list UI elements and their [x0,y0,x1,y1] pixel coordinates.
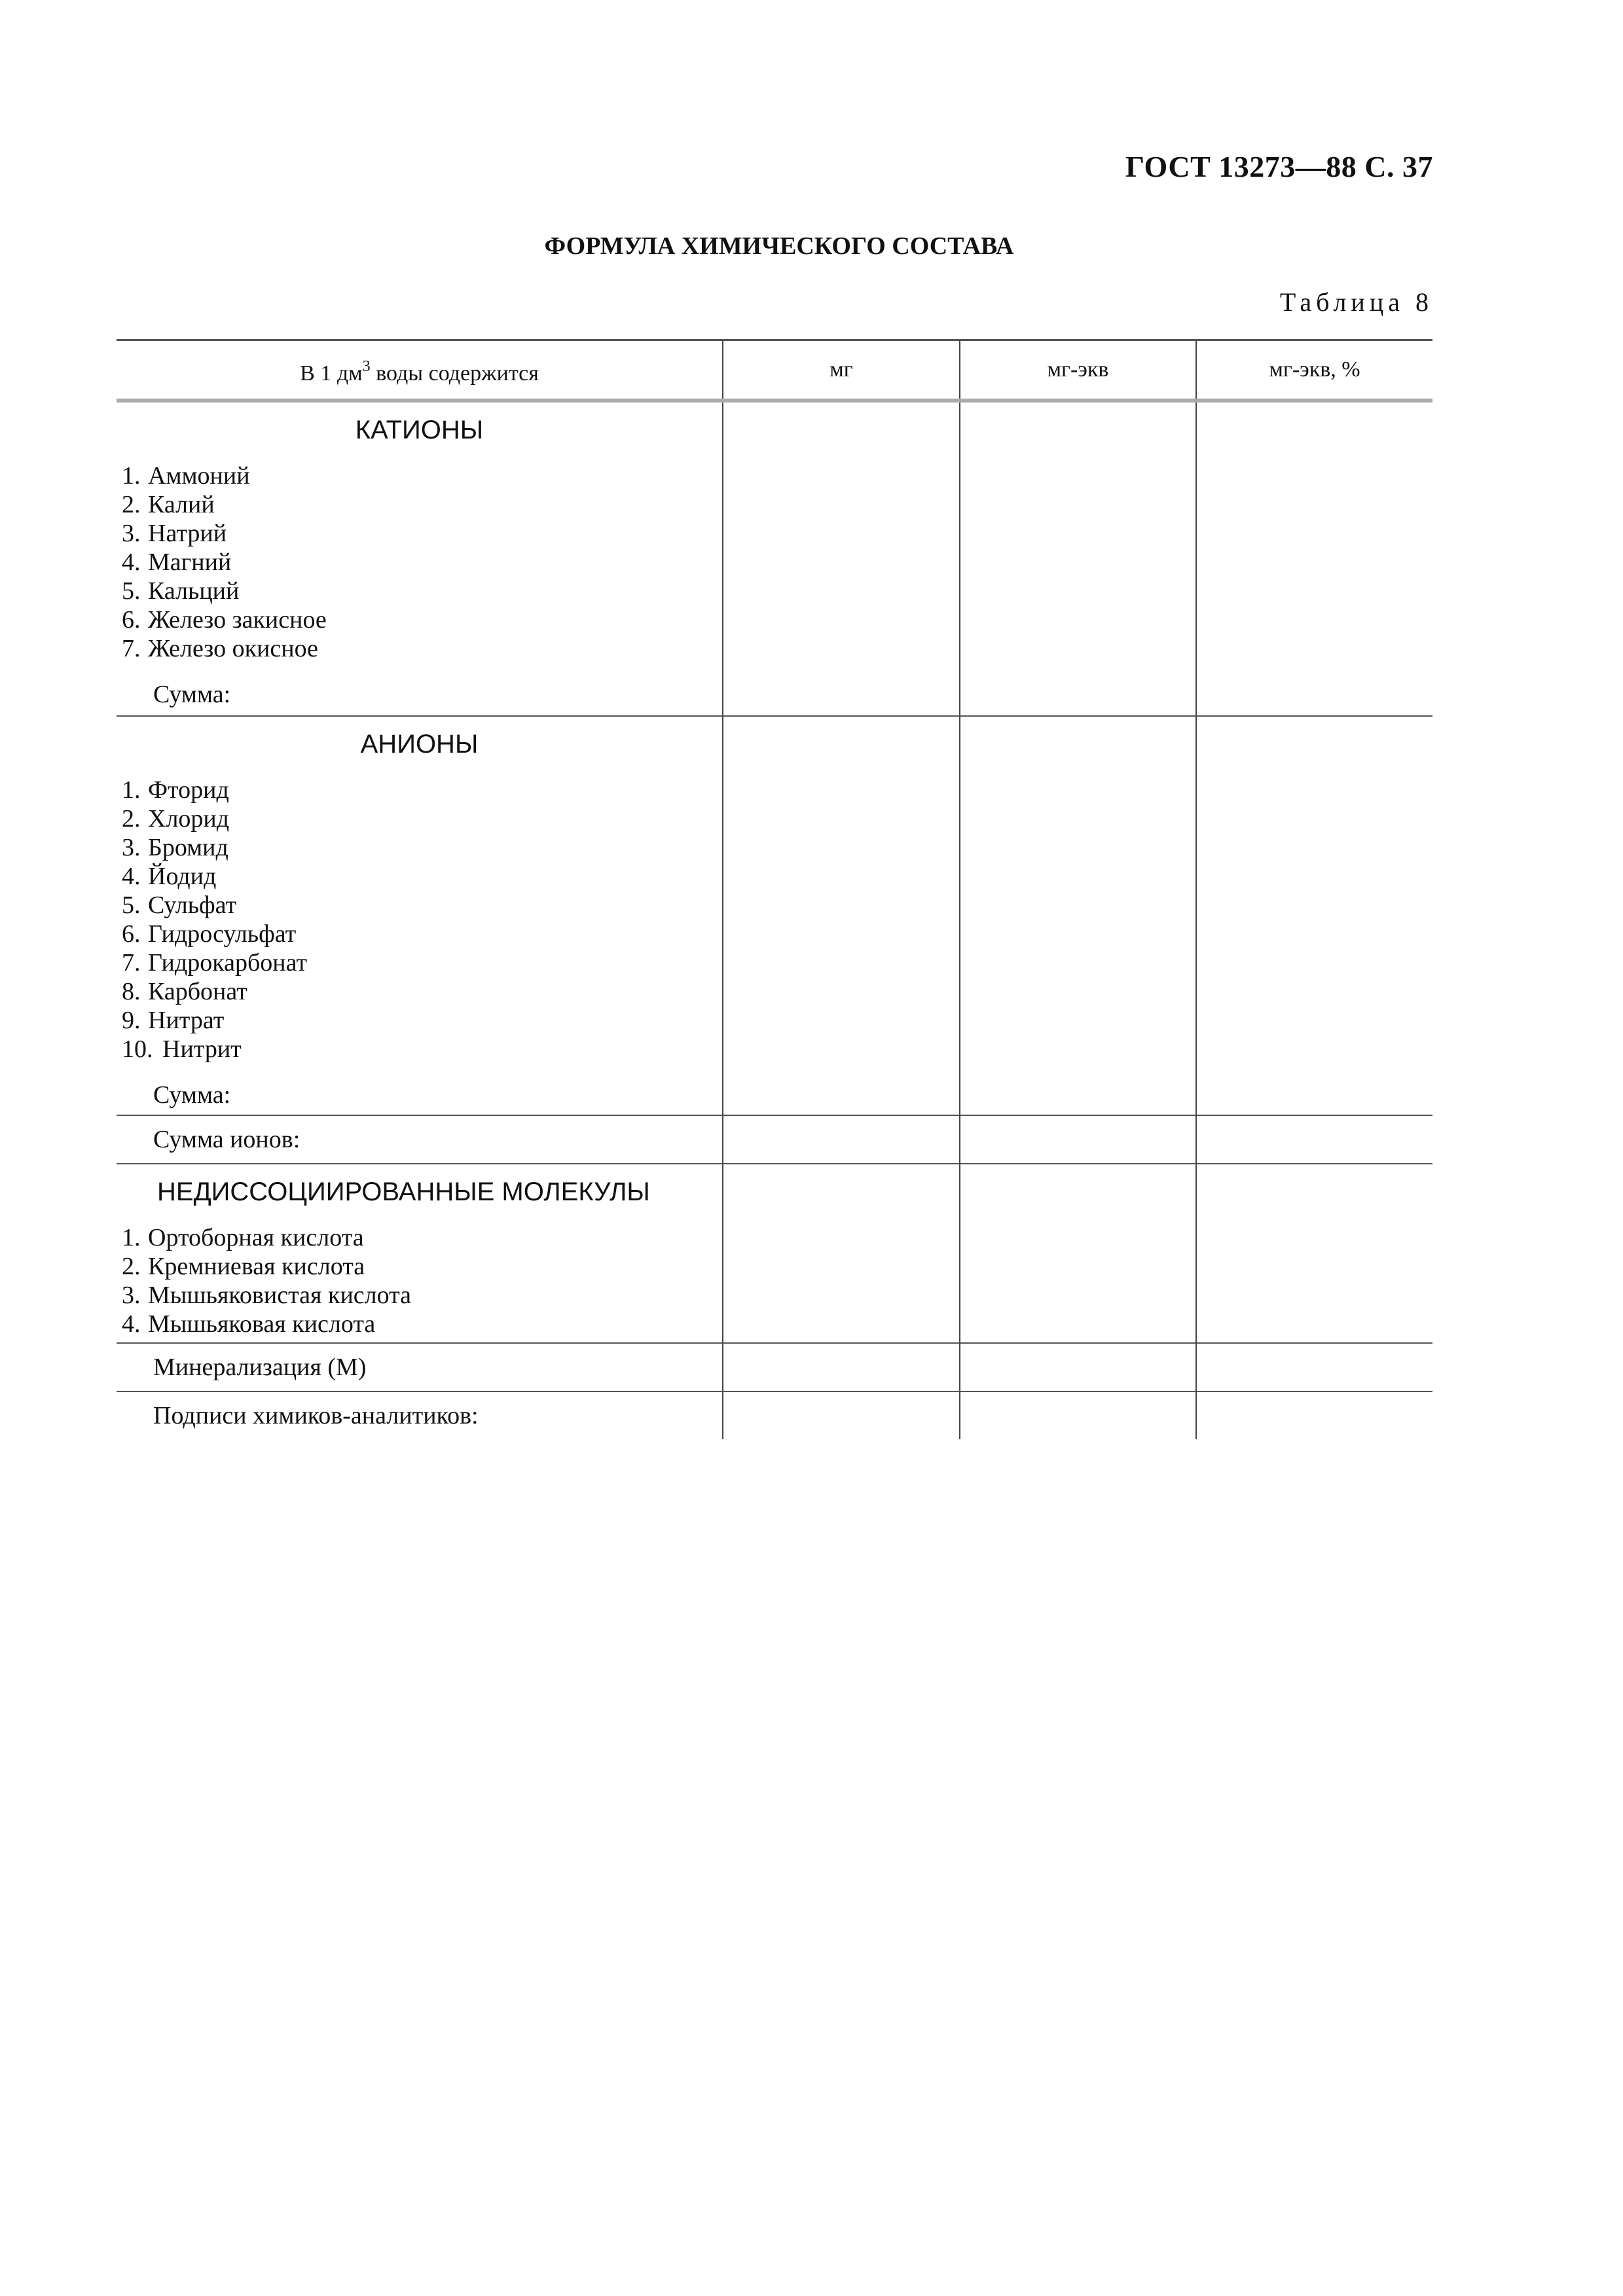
item-number: 3. [122,1282,141,1309]
molecules-cell [117,1164,723,1343]
list-item [122,920,722,948]
superscript-3: 3 [362,357,371,375]
list-item [122,1006,722,1035]
list-item [122,1310,722,1338]
cations-cell [117,401,723,716]
item-number: 6. [122,606,141,634]
item-name: Кремниевая кислота [148,1253,365,1280]
column-header-content: В 1 $дм^3$ воды содержится [300,357,539,386]
anions-list [117,776,722,1064]
signatures-mg-eq-percent-cell [1196,1391,1432,1439]
molecules-mg-eq-cell [960,1164,1196,1343]
table-caption: Таблица 8 [1279,287,1433,317]
item-number: 1. [122,776,141,804]
cations-mg-eq-percent-cell [1196,401,1432,716]
list-item [122,804,722,833]
cations-sum-label: Сумма: [153,681,231,708]
column-header-mg-eq-percent: мг-экв, % [1196,340,1432,401]
item-number: 2. [122,1253,141,1280]
item-number: 6. [122,920,141,948]
item-name: Магний [148,548,232,576]
item-number: 5. [122,891,141,919]
item-name: Сульфат [148,891,237,919]
ion-sum-mg-eq-cell [960,1115,1196,1164]
item-number: 3. [122,834,141,861]
item-name: Нитрит [162,1035,242,1063]
ion-sum-mg-eq-percent-cell [1196,1115,1432,1164]
list-item [122,461,722,490]
page-reference: ГОСТ 13273—88 С. 37 [1125,150,1433,183]
anions-mg-eq-cell [960,716,1196,1115]
item-name: Нитрат [148,1007,225,1034]
list-item [122,548,722,577]
table-row-molecules [117,1164,1432,1343]
cations-list [117,461,722,663]
item-number: 7. [122,635,141,662]
molecules-mg-cell [723,1164,960,1343]
item-number: 10. [122,1035,153,1063]
list-item [122,490,722,519]
item-name: Железо закисное [148,606,327,634]
list-item [122,977,722,1006]
list-item [122,1281,722,1310]
list-item [122,634,722,663]
item-name: Йодид [148,863,217,890]
item-number: 2. [122,491,141,518]
table-row-mineralization [117,1343,1432,1391]
cations-mg-eq-cell [960,401,1196,716]
molecules-mg-eq-percent-cell [1196,1164,1432,1343]
mineralization-mg-cell [723,1343,960,1391]
column-header-mg: мг [723,340,960,401]
ion-sum-mg-cell [723,1115,960,1164]
document-title: ФОРМУЛА ХИМИЧЕСКОГО СОСТАВА [544,232,1014,260]
item-number: 1. [122,462,141,490]
ion-sum-label: Сумма ионов: [153,1126,301,1153]
list-item [122,833,722,862]
anions-sum-label: Сумма: [153,1081,231,1109]
item-name: Бромид [148,834,228,861]
list-item [122,519,722,548]
anions-mg-cell [723,716,960,1115]
item-name: Мышьяковистая кислота [148,1282,412,1309]
item-number: 1. [122,1224,141,1251]
molecules-list [117,1223,722,1338]
item-number: 9. [122,1007,141,1034]
mineralization-mg-eq-percent-cell [1196,1343,1432,1391]
list-item [122,1035,722,1064]
item-number: 4. [122,1310,141,1338]
item-name: Хлорид [148,805,230,833]
column-header-mg-eq: мг-экв [960,340,1196,401]
list-item [122,1223,722,1252]
item-name: Гидросульфат [148,920,297,948]
signatures-mg-cell [723,1391,960,1439]
item-number: 4. [122,548,141,576]
item-name: Аммоний [148,462,250,490]
chemical-composition-table [117,339,1432,1439]
item-name: Гидрокарбонат [148,949,308,977]
list-item [122,862,722,891]
list-item [122,605,722,634]
mineralization-label: Минерализация (М) [153,1354,367,1381]
item-name: Натрий [148,520,227,547]
table-header-row [117,340,1432,401]
item-name: Кальций [148,577,240,605]
item-number: 7. [122,949,141,977]
item-name: Карбонат [148,978,247,1005]
item-name: Железо окисное [148,635,318,662]
anions-mg-eq-percent-cell [1196,716,1432,1115]
mineralization-cell [117,1343,723,1391]
signatures-cell [117,1391,723,1439]
item-number: 3. [122,520,141,547]
list-item [122,577,722,605]
ion-sum-cell [117,1115,723,1164]
item-number: 4. [122,863,141,890]
list-item [122,891,722,920]
cations-mg-cell [723,401,960,716]
cations-title: КАТИОНЫ [355,416,484,444]
item-number: 5. [122,577,141,605]
item-name: Ортоборная кислота [148,1224,364,1251]
table-row-signatures [117,1391,1432,1439]
molecules-title: НЕДИССОЦИИРОВАННЫЕ МОЛЕКУЛЫ [157,1177,650,1206]
table-row-anions [117,716,1432,1115]
anions-title: АНИОНЫ [360,730,479,759]
mineralization-mg-eq-cell [960,1343,1196,1391]
item-number: 8. [122,978,141,1005]
signatures-mg-eq-cell [960,1391,1196,1439]
table-row-ion-sum [117,1115,1432,1164]
list-item [122,776,722,804]
item-name: Калий [148,491,215,518]
table-row-cations [117,401,1432,716]
anions-cell [117,716,723,1115]
item-name: Мышьяковая кислота [148,1310,376,1338]
item-name: Фторид [148,776,229,804]
list-item [122,1252,722,1281]
signatures-label: Подписи химиков-аналитиков: [153,1402,479,1429]
list-item [122,948,722,977]
item-number: 2. [122,805,141,833]
